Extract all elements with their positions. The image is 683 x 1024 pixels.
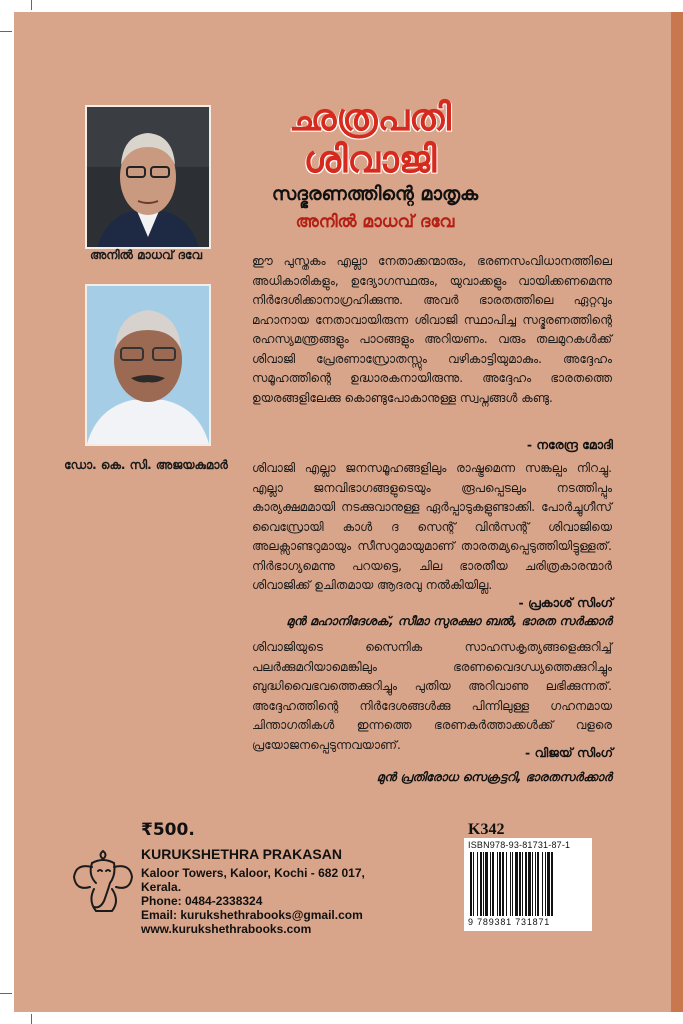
quote-designation-3: മുൻ പ്രതിരോധ സെക്രട്ടറി, ഭാരതസർക്കാർ — [376, 770, 612, 784]
quote-designation-2: മുൻ മഹാനിദേശക്, സീമാ സുരക്ഷാ ബൽ, ഭാരത സർക്കാർ — [286, 614, 612, 628]
book-author: അനിൽ മാധവ് ദവേ — [295, 212, 455, 232]
quote-attribution-1: - നരേന്ദ്ര മോദി — [526, 437, 613, 452]
publisher-phone: Phone: 0484-2338324 — [141, 894, 263, 908]
publisher-address-line-2: Kerala. — [141, 880, 182, 894]
photo-caption-2: ഡോ. കെ. സി. അജയകുമാർ — [64, 458, 228, 472]
ganesha-logo-icon — [70, 845, 136, 917]
isbn-barcode — [464, 838, 592, 931]
contributor-photo — [85, 284, 211, 446]
quote-text-1: ഈ പുസ്തകം എല്ലാ നേതാക്കന്മാരും, ഭരണസംവിധാനത്തിലെ അധികാരികളും, ഉദ്യോഗസ്ഥരും, യുവാക്കളും വായിക്കണമെന്നു നിർദേശിക്കാനാഗ്രഹിക്കുന്നു. അവർ ഭാരതത്തിലെ ഏറ്റവും മഹാനായ നേതാവായിരുന്ന ശിവാജി സ്ഥാപിച്ച സദ്ഭരണത്തിന്റെ രഹസ്യമന്ത്രങ്ങളും പാഠങ്ങളും അറിയണം. വരും തലമുറകൾക്ക് ശിവാജി പ്രേരണാസ്രോതസ്സും വഴികാട്ടിയുമാകും. അദ്ദേഹം സമൂഹത്തിന്റെ ഉദ്ധാരകനായിരുന്നു. അദ്ദേഹം ഭാരതത്തെ ഉയരങ്ങളിലേക്കു കൊണ്ടുപോകാനുള്ള സ്വപ്നങ്ങൾ കണ്ടു. — [252, 254, 612, 405]
publisher-address-line-1: Kaloor Towers, Kaloor, Kochi - 682 017, — [141, 866, 365, 880]
book-subtitle: സദ്ഭരണത്തിന്റെ മാതൃക — [271, 183, 479, 205]
publisher-email: Email: kurukshethrabooks@gmail.com — [141, 908, 363, 922]
crop-mark-bottom-left-vertical — [31, 1014, 32, 1024]
book-title-line-1: ഛത്രപതി — [289, 96, 451, 139]
barcode-bars — [470, 852, 586, 916]
isbn-digits: 9 789381 731871 — [468, 917, 551, 927]
crop-mark-top-left — [0, 31, 12, 32]
isbn-label: ISBN978-93-81731-87-1 — [468, 840, 571, 850]
crop-mark-bottom-left — [0, 993, 12, 994]
price: ₹500. — [141, 820, 195, 840]
crop-mark-top-left-vertical — [31, 0, 32, 10]
quote-attribution-2: - പ്രകാശ് സിംഗ് — [518, 595, 613, 610]
quote-text-3: ശിവാജിയുടെ സൈനിക സാഹസകൃത്യങ്ങളെക്കുറിച്ച് പലർക്കുമറിയാമെങ്കിലും ഭരണവൈദഗ്ധ്യത്തെക്കുറിച്ചും ബുദ്ധിവൈഭവത്തെക്കുറിച്ചും പുതിയ അറിവാണു ലഭിക്കുന്നത്. അദ്ദേഹത്തിന്റെ നിർദേശങ്ങൾക്കു പിന്നിലുള്ള ഗഹനമായ ചിന്താഗതികൾ ഇന്നത്തെ ഭരണകർത്താക്കൾക്ക് വളരെ പ്രയോജനപ്പെടുന്നവയാണ്. — [252, 640, 612, 752]
publisher-name: KURUKSHETHRA PRAKASAN — [141, 846, 342, 862]
photo-caption-1: അനിൽ മാധവ് ദവേ — [89, 248, 203, 262]
spine-edge — [671, 12, 683, 1012]
author-photo — [85, 105, 211, 249]
quote-text-2: ശിവാജി എല്ലാ ജനസമൂഹങ്ങളിലും രാഷ്ട്രമെന്ന സങ്കല്പം നിറച്ചു. എല്ലാ ജനവിഭാഗങ്ങളുടെയും രൂപപ്പെടലും നടത്തിപ്പും കാര്യക്ഷമമായി നടക്കുവാനുള്ള ഏർപ്പാടുകളുണ്ടാക്കി. പോർച്ചുഗീസ് വൈസ്രോയി കാൾ ദ സെന്റ് വിൻസന്റ് ശിവാജിയെ അലക്സാണ്ടറുമായും സീസറുമായുമാണ് താരതമ്യപ്പെടുത്തിയിട്ടുള്ളത്. നിർഭാഗ്യമെന്നു പറയട്ടെ, ചില ഭാരതീയ ചരിത്രകാരന്മാർ ശിവാജിക്ക് ഉചിതമായ ആദരവു നൽകിയില്ല. — [252, 461, 612, 592]
book-title-line-2: ശിവാജി — [303, 138, 437, 181]
catalog-code: K342 — [468, 821, 505, 838]
quote-attribution-3: - വിജയ് സിംഗ് — [525, 745, 613, 760]
publisher-website: www.kurukshethrabooks.com — [141, 922, 312, 936]
